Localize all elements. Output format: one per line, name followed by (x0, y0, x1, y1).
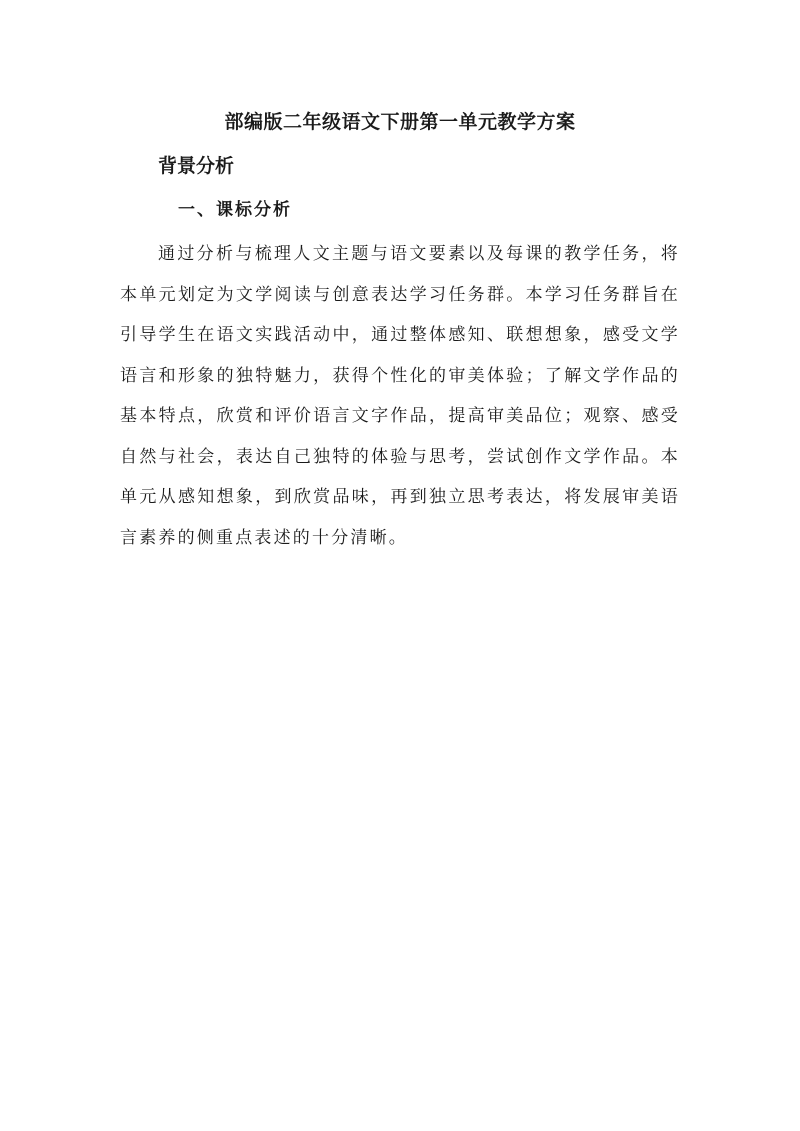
sub-heading: 一、课标分析 (178, 200, 292, 220)
section-heading: 背景分析 (158, 155, 235, 177)
body-paragraph: 通过分析与梳理人文主题与语文要素以及每课的教学任务，将本单元划定为文学阅读与创意表达学习任务群。本学习任务群旨在引导学生在语文实践活动中，通过整体感知、联想想象，感受文学语言和形象的独特魅力，获得个性化的审美体验；了解文学作品的基本特点，欣赏和评价语言文字作品，提高审美品位；观察、感受自然与社会，表达自己独特的体验与思考，尝试创作文学作品。本单元从感知想象，到欣赏品味，再到独立思考表达，将发展审美语言素养的侧重点表述的十分清晰。 (120, 244, 680, 548)
document-title: 部编版二年级语文下册第一单元教学方案 (224, 111, 576, 133)
